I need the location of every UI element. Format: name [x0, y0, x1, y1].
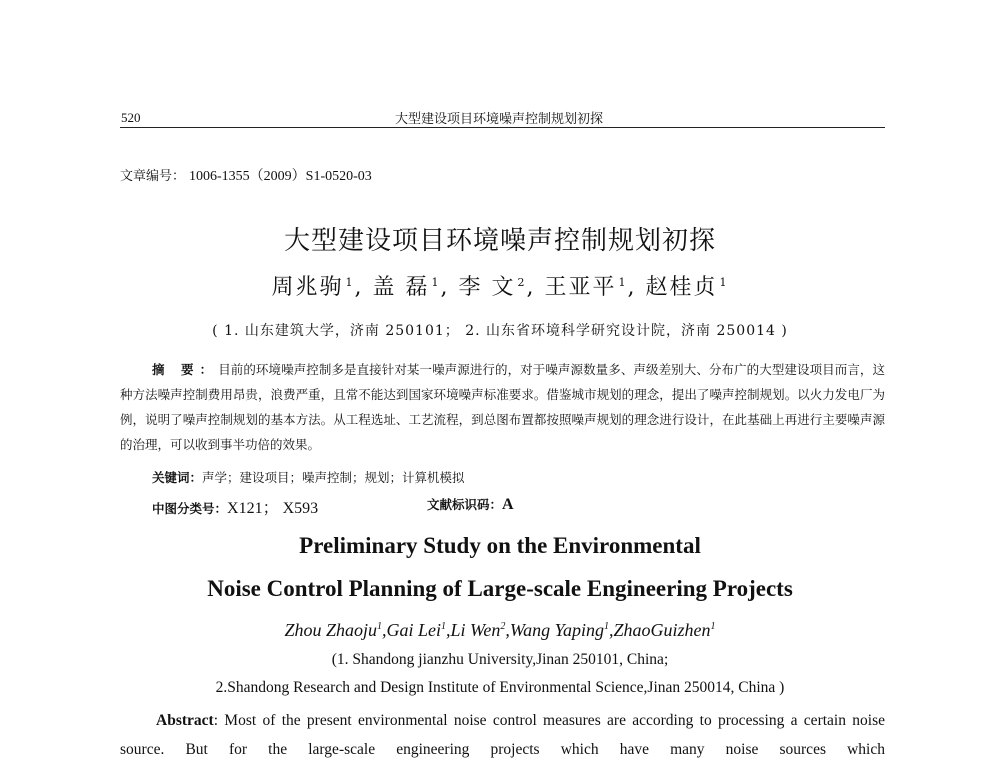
keywords-label: 关键词： — [152, 470, 203, 485]
english-affiliation-1: (1. Shandong jianzhu University,Jinan 250101, China; — [331, 651, 669, 668]
chinese-abstract-label: 摘 要： — [152, 362, 219, 377]
cn-author-sup: 1 — [431, 275, 441, 289]
en-author-sep: , — [381, 620, 387, 640]
en-author-sup: 1 — [710, 621, 716, 632]
english-title-line-1: Preliminary Study on the Environmental — [299, 533, 701, 558]
en-author-sup: 1 — [440, 621, 446, 632]
english-abstract — [120, 706, 885, 764]
english-title-line-2: Noise Control Planning of Large-scale Engineering Projects — [207, 576, 793, 601]
en-author-sup: 1 — [376, 621, 382, 632]
article-number — [120, 165, 372, 185]
article-number-value: 1006-1355（2009）S1-0520-03 — [189, 169, 372, 184]
en-author-sep: , — [609, 620, 614, 640]
doc-code-value: A — [502, 496, 514, 513]
en-author-sep: , — [445, 620, 451, 640]
cn-author-sup: 1 — [719, 275, 729, 289]
document-code — [427, 495, 514, 514]
en-author-sep: , — [505, 620, 510, 640]
english-affiliation-2: 2.Shandong Research and Design Institute of Environmental Science,Jinan 250014, China ) — [215, 679, 785, 696]
english-authors — [0, 620, 1000, 641]
clc-label: 中图分类号： — [152, 501, 228, 516]
chinese-abstract-text: 目前的环境噪声控制多是直接针对某一噪声源进行的，对于噪声源数量多、声级差别大、分布广的大型建设项目而言，这种方法噪声控制费用昂贵，浪费严重，且常不能达到国家环境噪声标准要求。借鉴城市规划的理念，提出了噪声控制规划。以火力发电厂为例，说明了噪声控制规划的基本方法。从工程选址、工艺流程，到总图布置都按照噪声规划的理念进行设计，在此基础上再进行主要噪声源的治理，可以收到事半功倍的效果。 — [120, 362, 885, 452]
english-abstract-label: Abstract — [156, 712, 214, 729]
doc-code-label: 文献标识码： — [427, 497, 503, 512]
cn-author-sup: 1 — [345, 275, 355, 289]
chinese-authors: 周兆驹 $^1$, 盖 磊 $^1$, 李 文 $^2$, 王亚平 $^1$, 赵桂贞 $^1$ — [271, 275, 729, 300]
en-author-sup: 2 — [500, 621, 506, 632]
cn-author: 李 文 — [458, 275, 516, 300]
chinese-title: 大型建设项目环境噪声控制规划初探 — [283, 226, 716, 256]
chinese-affiliations: ( 1. 山东建筑大学，济南 250101； 2. 山东省环境科学研究设计院，济南 250014 ) — [212, 323, 788, 339]
clc-value: X121； X593 — [227, 500, 319, 517]
article-number-label: 文章编号： — [120, 169, 186, 184]
classification-number — [152, 495, 318, 518]
cn-author-sup: 2 — [517, 275, 527, 289]
running-head-title: 大型建设项目环境噪声控制规划初探 — [395, 112, 604, 127]
cn-author: 盖 磊 — [372, 275, 430, 300]
en-author: Zhou Zhaoju — [284, 620, 377, 640]
en-author-sup: 1 — [604, 621, 610, 632]
cn-author: 赵桂贞 — [645, 275, 718, 300]
chinese-abstract — [120, 357, 885, 457]
en-author: Wang Yaping — [509, 620, 605, 640]
keywords-value: 声学；建设项目；噪声控制；规划；计算机模拟 — [202, 470, 465, 485]
en-author: Gai Lei — [386, 620, 441, 640]
keywords — [152, 468, 465, 486]
en-author: ZhaoGuizhen — [613, 620, 711, 640]
en-author: Li Wen — [450, 620, 501, 640]
header-rule — [120, 127, 885, 128]
cn-author: 周兆驹 — [271, 275, 344, 300]
cn-author: 王亚平 — [544, 275, 617, 300]
cn-author-sup: 1 — [618, 275, 628, 289]
page-number: 520 — [121, 110, 141, 125]
english-abstract-text: : Most of the present environmental noise control measures are according to processing a certain noise source. But for the large-scale engineering projects which have many noise sources which — [120, 712, 885, 758]
